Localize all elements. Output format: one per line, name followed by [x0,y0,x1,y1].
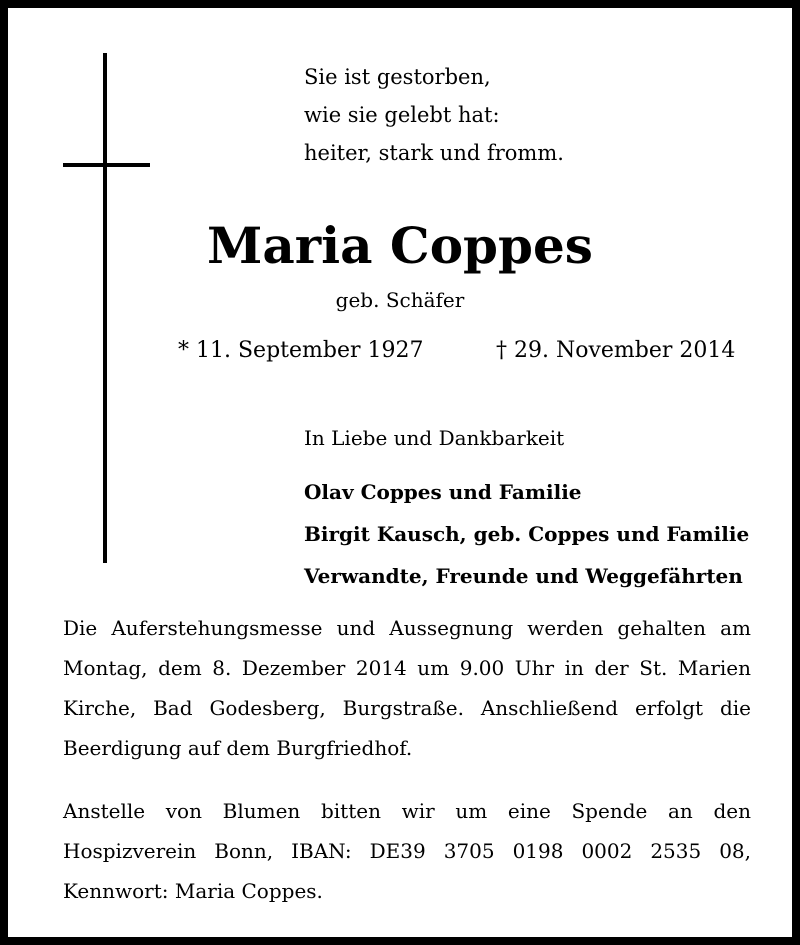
donation-paragraph: Anstelle von Blumen bitten wir um eine Spende an den Hospizverein Bonn, IBAN: DE39 3705 0198 0002 2535 08, Kennwort: Maria Coppes. [63,799,751,903]
birth-date: * 11. September 1927 [178,338,424,363]
maiden-name: geb. Schäfer [335,288,465,312]
mourner: Verwandte, Freunde und Weggefährten [304,564,743,588]
motto-line: wie sie gelebt hat: [304,103,500,127]
mourner: Olav Coppes und Familie [304,480,582,504]
thanks-line: In Liebe und Dankbarkeit [304,426,565,450]
deceased-name: Maria Coppes [207,216,593,275]
funeral-info-paragraph: Die Auferstehungsmesse und Aussegnung werden gehalten am Montag, dem 8. Dezember 2014 um 9.00 Uhr in der St. Marien Kirche, Bad Godesberg, Burgstraße. Anschließend erfolgt die Beerdigung auf dem Burgfriedhof. [63,616,751,760]
mourner: Birgit Kausch, geb. Coppes und Familie [304,522,750,546]
motto-line: heiter, stark und fromm. [304,141,564,165]
motto [304,58,564,172]
mourners-list [304,471,749,597]
death-date: † 29. November 2014 [496,338,736,363]
motto-line: Sie ist gestorben, [304,65,491,89]
cross-icon-bar [63,163,150,167]
